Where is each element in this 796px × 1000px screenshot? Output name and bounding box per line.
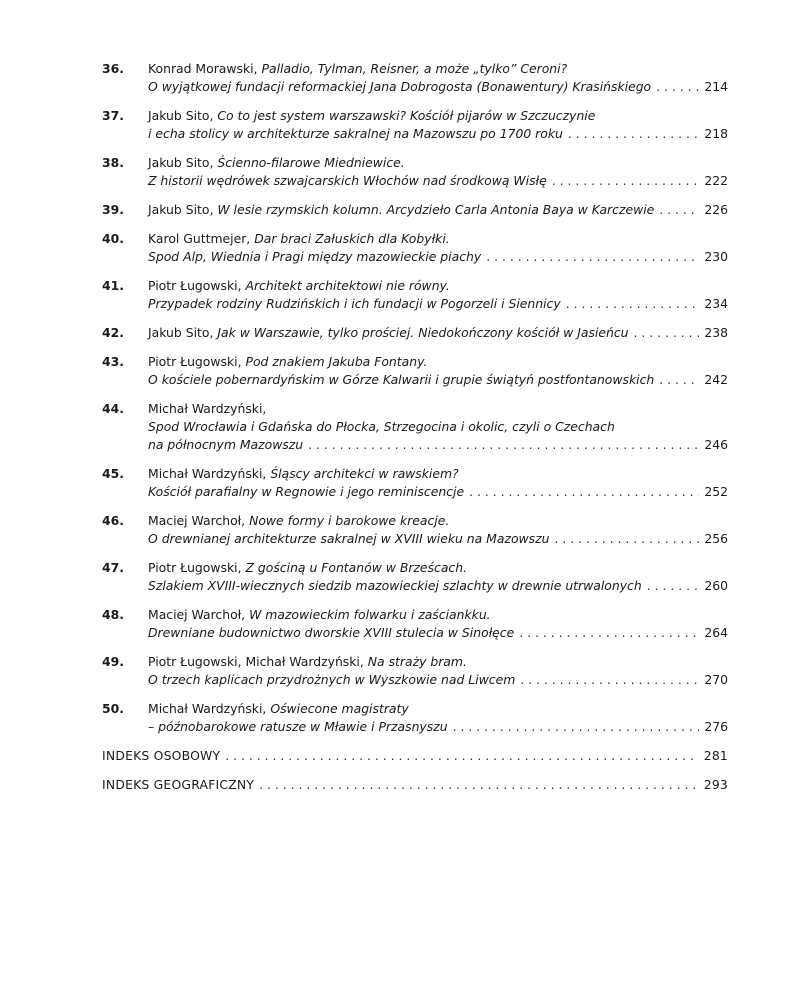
leader-dots xyxy=(552,172,700,190)
entry-number: 48. xyxy=(102,607,124,622)
toc-entry[interactable] xyxy=(102,653,728,689)
entry-line xyxy=(148,418,728,436)
page-number: 214 xyxy=(704,79,728,94)
entry-subtitle: i echa stolicy w architekturze sakralnej na Mazowszu po 1700 roku xyxy=(148,126,563,141)
entry-body xyxy=(148,400,728,454)
entry-author: Piotr Ługowski, xyxy=(148,278,242,293)
entry-subtitle: O wyjątkowej fundacji reformackiej Jana Dobrogosta (Bonawentury) Krasińskiego xyxy=(148,79,652,94)
toc-entry[interactable] xyxy=(102,60,728,96)
leader-dots xyxy=(486,248,699,266)
toc-entry[interactable] xyxy=(102,512,728,548)
entry-subtitle: O trzech kaplicach przydrożnych w Wyszkowie nad Liwcem xyxy=(148,672,516,687)
table-of-contents xyxy=(102,60,728,805)
entry-line xyxy=(148,671,728,689)
leader-dots xyxy=(555,530,700,548)
entry-title: Co to jest system warszawski? Kościół pijarów w Szczuczynie xyxy=(217,108,596,123)
entry-title: Ścienno-filarowe Miedniewice. xyxy=(217,155,405,170)
page-number: 238 xyxy=(704,325,728,340)
entry-author: Piotr Ługowski, Michał Wardzyński, xyxy=(148,654,364,669)
entry-body xyxy=(148,324,728,342)
entry-body xyxy=(148,154,728,190)
entry-number: 46. xyxy=(102,513,124,528)
entry-author: Konrad Morawski, xyxy=(148,61,258,76)
toc-entry[interactable] xyxy=(102,107,728,143)
page-number: 226 xyxy=(704,202,728,217)
entry-subtitle: na północnym Mazowszu xyxy=(148,437,304,452)
entry-title: Architekt architektowi nie równy. xyxy=(245,278,450,293)
entry-number: 40. xyxy=(102,231,124,246)
leader-dots xyxy=(659,201,699,219)
entry-line xyxy=(148,324,728,342)
entry-line xyxy=(148,400,728,418)
entry-line xyxy=(148,483,728,501)
entry-subtitle: Przypadek rodziny Rudzińskich i ich fundacji w Pogorzeli i Siennicy xyxy=(148,296,561,311)
entry-number: 42. xyxy=(102,325,124,340)
entry-title: Śląscy architekci w rawskiem? xyxy=(270,466,459,481)
entry-line xyxy=(148,295,728,313)
entry-author: Maciej Warchoł, xyxy=(148,513,246,528)
entry-subtitle: O drewnianej architekturze sakralnej w XVIII wieku na Mazowszu xyxy=(148,531,550,546)
entry-title: Nowe formy i barokowe kreacje. xyxy=(249,513,450,528)
entry-number: 36. xyxy=(102,61,124,76)
page-number: 252 xyxy=(704,484,728,499)
entry-subtitle: Z historii wędrówek szwajcarskich Włochów nad środkową Wisłę xyxy=(148,173,547,188)
page-number: 256 xyxy=(704,531,728,546)
entry-line xyxy=(102,776,728,794)
entry-number: 50. xyxy=(102,701,124,716)
index-label: INDEKS OSOBOWY xyxy=(102,748,221,763)
entry-title: Pod znakiem Jakuba Fontany. xyxy=(245,354,428,369)
entry-title: Jak w Warszawie, tylko prościej. Niedokończony kościół w Jasieńcu xyxy=(217,325,629,340)
entry-subtitle: Spod Wrocławia i Gdańska do Płocka, Strzegocina i okolic, czyli o Czechach xyxy=(148,419,615,434)
entry-title: Dar braci Załuskich dla Kobyłki. xyxy=(254,231,450,246)
entry-line xyxy=(148,107,728,125)
toc-entry[interactable] xyxy=(102,277,728,313)
entry-title: Na straży bram. xyxy=(367,654,467,669)
entry-line xyxy=(148,718,728,736)
entry-line xyxy=(102,747,728,765)
entry-author: Maciej Warchoł, xyxy=(148,607,246,622)
entry-author: Michał Wardzyński, xyxy=(148,401,267,416)
index-label: INDEKS GEOGRAFICZNY xyxy=(102,777,255,792)
page-number: 230 xyxy=(704,249,728,264)
entry-number: 39. xyxy=(102,202,124,217)
leader-dots xyxy=(659,371,699,389)
entry-title: W mazowieckim folwarku i zaściankku. xyxy=(249,607,491,622)
entry-body xyxy=(148,201,728,219)
entry-body xyxy=(148,107,728,143)
entry-author: Jakub Sito, xyxy=(148,325,214,340)
entry-subtitle: Szlakiem XVIII-wiecznych siedzib mazowieckiej szlachty w drewnie utrwalonych xyxy=(148,578,642,593)
entry-number: 37. xyxy=(102,108,124,123)
leader-dots xyxy=(647,577,700,595)
entry-subtitle: O kościele pobernardyńskim w Górze Kalwarii i grupie świątyń postfontanowskich xyxy=(148,372,655,387)
entry-number: 43. xyxy=(102,354,124,369)
entry-number: 47. xyxy=(102,560,124,575)
page-number: 293 xyxy=(703,777,728,792)
entry-line xyxy=(148,371,728,389)
entry-title: Oświecone magistraty xyxy=(270,701,409,716)
entry-line xyxy=(148,172,728,190)
page-number: 218 xyxy=(704,126,728,141)
entry-body xyxy=(148,653,728,689)
toc-entry[interactable] xyxy=(102,606,728,642)
entry-line xyxy=(148,60,728,78)
page-number: 222 xyxy=(704,173,728,188)
page-number: 246 xyxy=(704,437,728,452)
entry-author: Karol Guttmejer, xyxy=(148,231,251,246)
entry-subtitle: Drewniane budownictwo dworskie XVIII stulecia w Sinołęce xyxy=(148,625,515,640)
entry-subtitle: Kościół parafialny w Regnowie i jego reminiscencje xyxy=(148,484,465,499)
page-number: 242 xyxy=(704,372,728,387)
entry-title: Z gościną u Fontanów w Brześcach. xyxy=(245,560,468,575)
entry-author: Jakub Sito, xyxy=(148,202,214,217)
entry-body xyxy=(148,60,728,96)
leader-dots xyxy=(634,324,700,342)
entry-body xyxy=(148,353,728,389)
entry-title: W lesie rzymskich kolumn. Arcydzieło Carla Antonia Baya w Karczewie xyxy=(217,202,655,217)
entry-line xyxy=(148,353,728,371)
entry-line xyxy=(148,559,728,577)
leader-dots xyxy=(259,776,699,794)
entry-number: 38. xyxy=(102,155,124,170)
leader-dots xyxy=(453,718,700,736)
toc-entry[interactable] xyxy=(102,201,728,219)
entry-line xyxy=(148,154,728,172)
leader-dots xyxy=(519,624,699,642)
leader-dots xyxy=(656,78,699,96)
entry-line xyxy=(148,700,728,718)
entry-line xyxy=(148,606,728,624)
entry-line xyxy=(148,465,728,483)
entry-line xyxy=(148,436,728,454)
page-number: 264 xyxy=(704,625,728,640)
toc-entry[interactable] xyxy=(102,353,728,389)
entry-author: Michał Wardzyński, xyxy=(148,701,267,716)
entry-subtitle: Spod Alp, Wiednia i Pragi między mazowieckie piachy xyxy=(148,249,482,264)
entry-subtitle: – późnobarokowe ratusze w Mławie i Przasnyszu xyxy=(148,719,448,734)
toc-entry[interactable] xyxy=(102,230,728,266)
entry-body xyxy=(148,512,728,548)
toc-entry[interactable] xyxy=(102,154,728,190)
entry-line xyxy=(148,201,728,219)
leader-dots xyxy=(568,125,699,143)
entry-body xyxy=(148,606,728,642)
entry-author: Piotr Ługowski, xyxy=(148,560,242,575)
entry-title: Palladio, Tylman, Reisner, a może „tylko” Ceroni? xyxy=(261,61,568,76)
entry-line xyxy=(148,230,728,248)
entry-author: Jakub Sito, xyxy=(148,108,214,123)
entry-body xyxy=(148,465,728,501)
toc-entry[interactable] xyxy=(102,700,728,736)
entry-line xyxy=(148,125,728,143)
toc-entry[interactable] xyxy=(102,400,728,454)
page-number: 270 xyxy=(704,672,728,687)
entry-number: 45. xyxy=(102,466,124,481)
entry-body xyxy=(148,230,728,266)
leader-dots xyxy=(566,295,700,313)
entry-line xyxy=(148,248,728,266)
index-entry[interactable] xyxy=(102,747,728,765)
toc-entry[interactable] xyxy=(102,324,728,342)
entry-line xyxy=(148,78,728,96)
entry-number: 41. xyxy=(102,278,124,293)
page-number: 276 xyxy=(704,719,728,734)
leader-dots xyxy=(520,671,699,689)
entry-author: Michał Wardzyński, xyxy=(148,466,267,481)
page-number: 281 xyxy=(703,748,728,763)
entry-line xyxy=(148,577,728,595)
entry-number: 49. xyxy=(102,654,124,669)
entry-body xyxy=(148,700,728,736)
entry-line xyxy=(148,653,728,671)
page-number: 234 xyxy=(704,296,728,311)
entry-author: Jakub Sito, xyxy=(148,155,214,170)
page-number: 260 xyxy=(704,578,728,593)
leader-dots xyxy=(308,436,699,454)
leader-dots xyxy=(469,483,699,501)
entry-line xyxy=(148,277,728,295)
leader-dots xyxy=(225,747,699,765)
entry-line xyxy=(148,512,728,530)
entry-number: 44. xyxy=(102,401,124,416)
entry-body xyxy=(148,277,728,313)
entry-line xyxy=(148,530,728,548)
toc-entry[interactable] xyxy=(102,559,728,595)
entry-line xyxy=(148,624,728,642)
index-entry[interactable] xyxy=(102,776,728,794)
entry-author: Piotr Ługowski, xyxy=(148,354,242,369)
toc-entry[interactable] xyxy=(102,465,728,501)
entry-body xyxy=(148,559,728,595)
